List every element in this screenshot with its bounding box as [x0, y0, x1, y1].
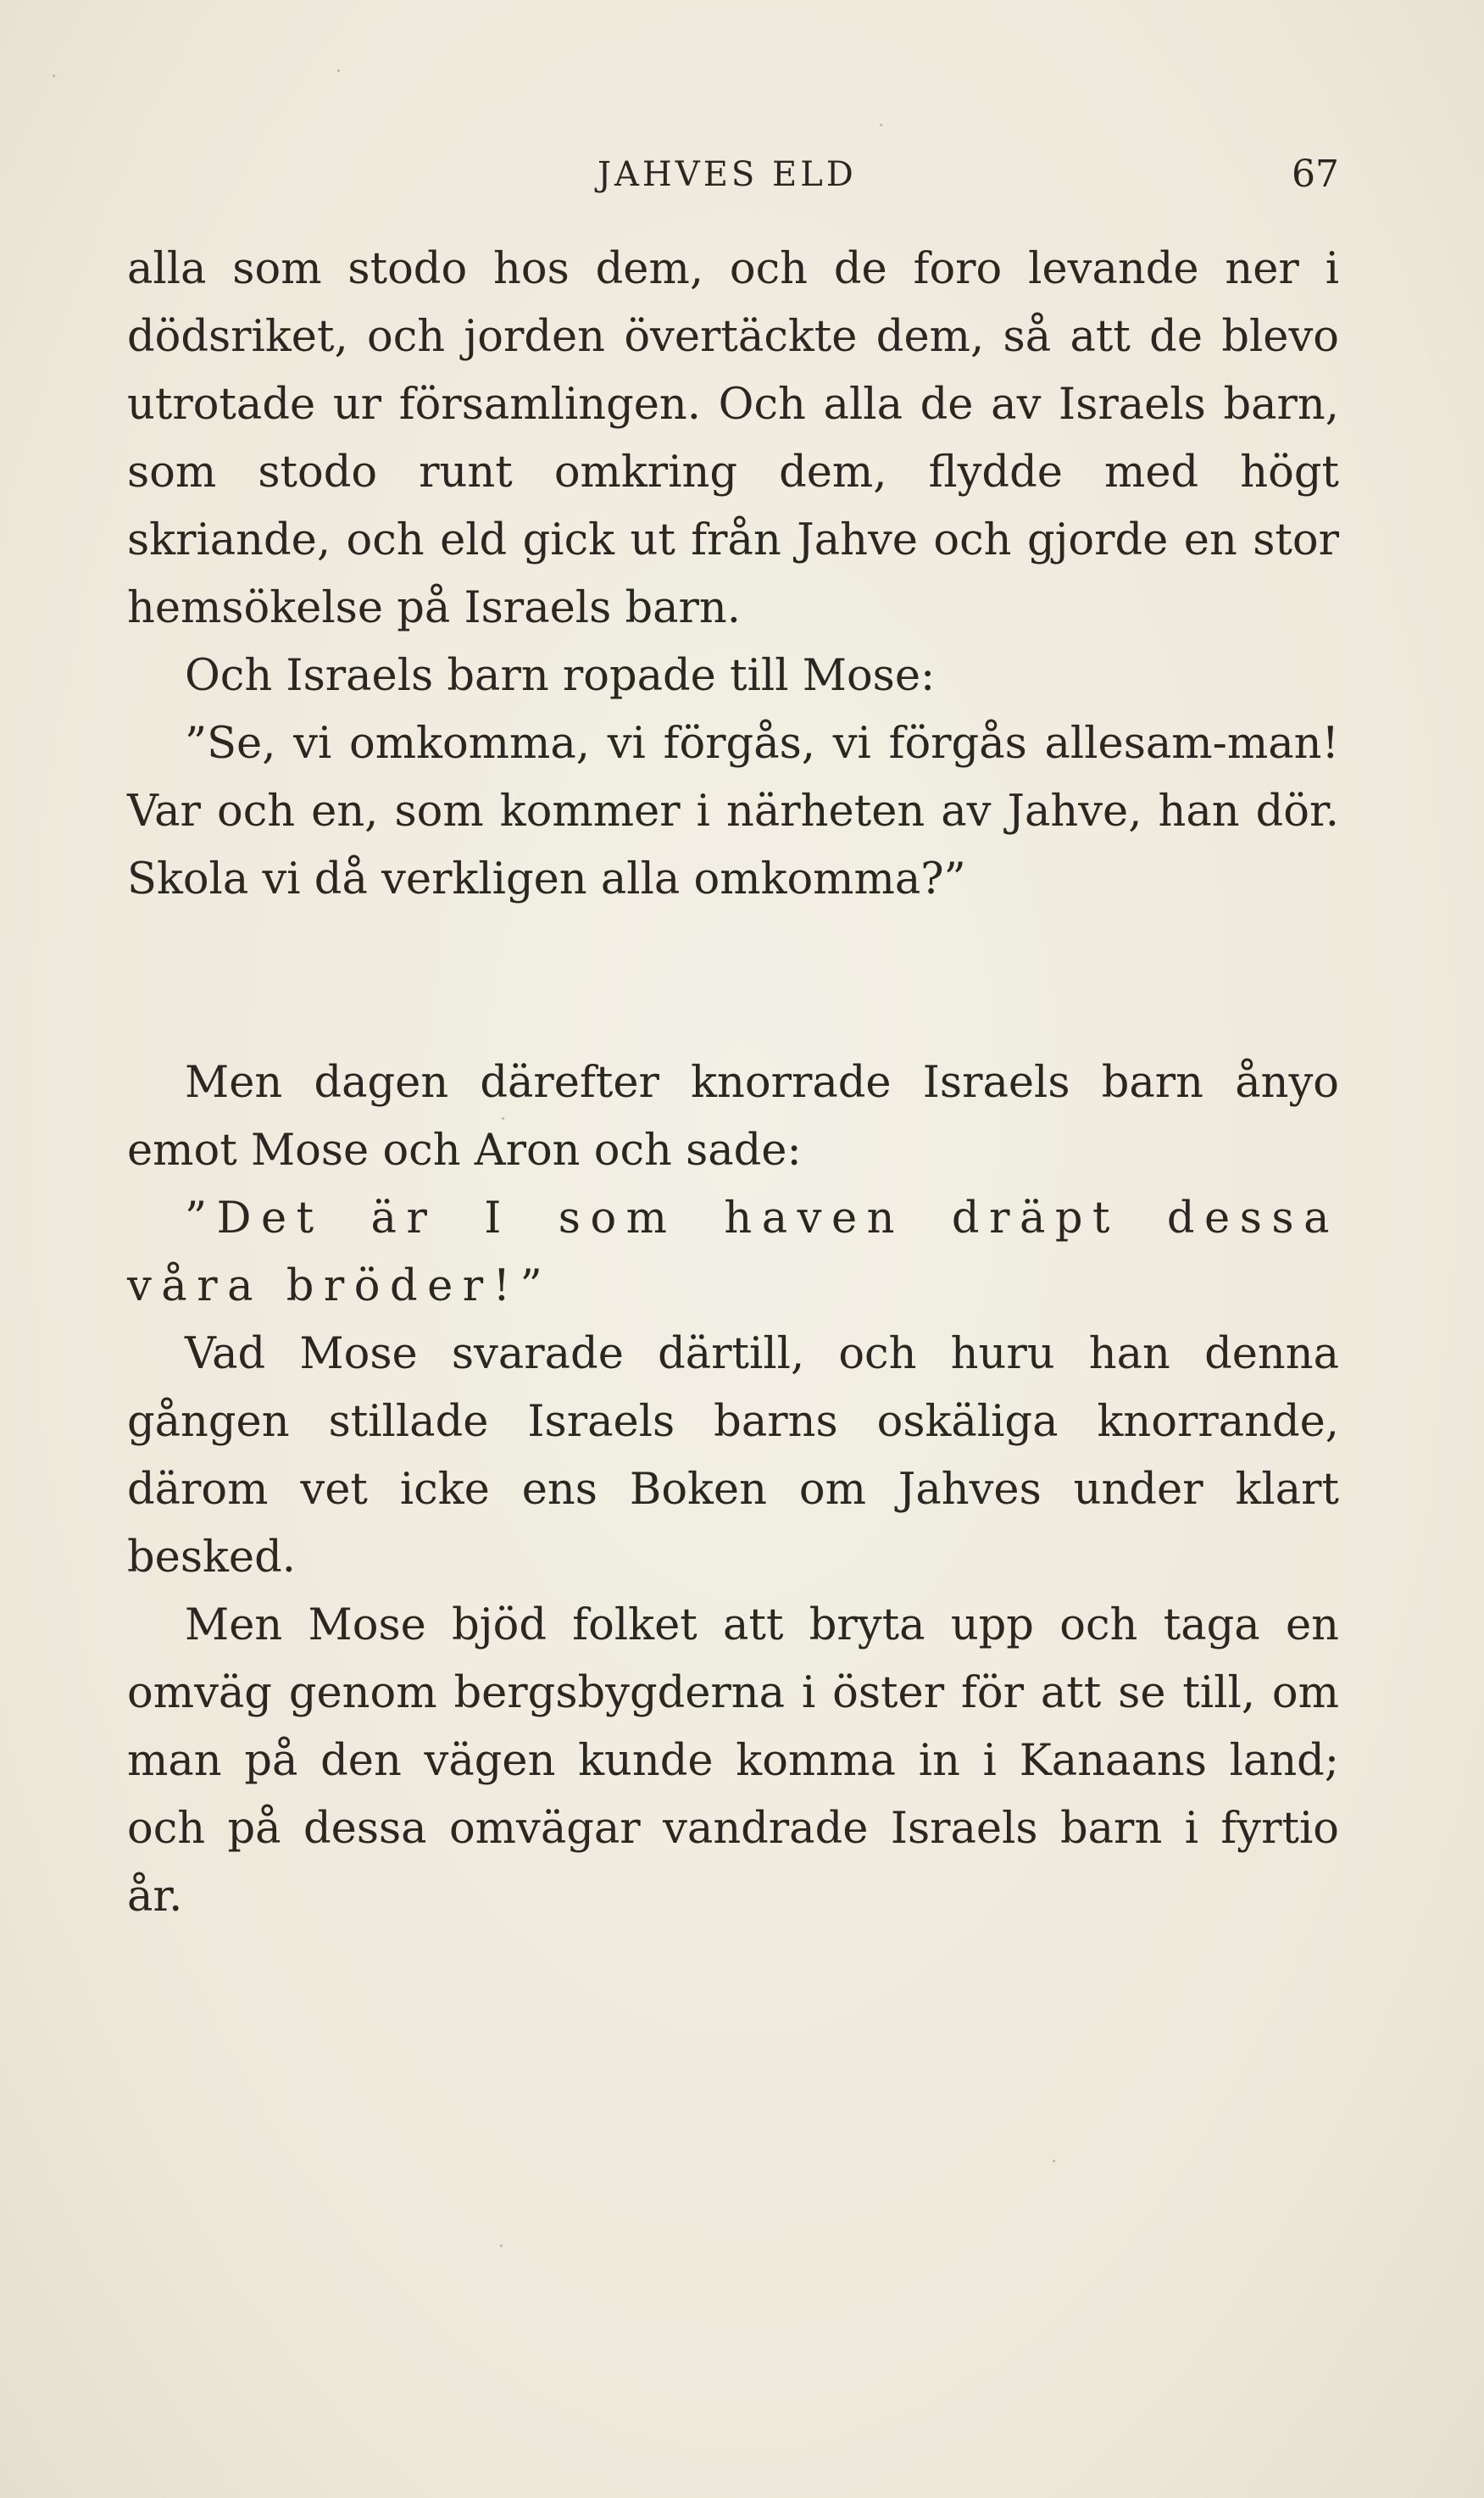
- emphasized-quote: ”Det är I som haven dräpt dessa våra bröder!”: [127, 1193, 1339, 1311]
- page-header: [127, 151, 1339, 202]
- paragraph: Men dagen därefter knorrade Israels barn ånyo emot Mose och Aron och sade:: [127, 1058, 1339, 1176]
- paragraph: Men Mose bjöd folket att bryta upp och taga en omväg genom bergsbygderna i öster för att se till, om man på den vägen kunde komma in i Kanaans land; och på dessa omvägar vandrade Israels barn i fyrtio år.: [127, 1600, 1339, 1922]
- paper-speck: [500, 2245, 503, 2247]
- paragraph: Och Israels barn ropade till Mose:: [185, 651, 936, 701]
- paper-speck: [53, 75, 55, 77]
- paragraph: ”Se, vi omkomma, vi förgås, vi förgås allesam-man! Var och en, som kommer i närheten av Jahve, han dör. Skola vi då verkligen alla omkomma?”: [127, 719, 1339, 904]
- paper-speck: [880, 124, 882, 126]
- page-number: 67: [1292, 153, 1339, 196]
- section-break: [127, 914, 1339, 1049]
- paper-speck: [337, 70, 340, 72]
- running-head: JAHVES ELD: [597, 155, 857, 194]
- paragraph: Vad Mose svarade därtill, och huru han denna gången stillade Israels barns oskäliga knorrande, därom vet icke ens Boken om Jahves under klart besked.: [127, 1329, 1339, 1583]
- paper-speck: [1053, 2160, 1055, 2162]
- body-text: [127, 236, 1339, 1931]
- paragraph: alla som stodo hos dem, och de foro levande ner i dödsriket, och jorden övertäckte dem, så att de blevo utrotade ur församlingen. Och alla de av Israels barn, som stodo runt omkring dem, flydde med högt skriande, och eld gick ut från Jahve och gjorde en stor hemsökelse på Israels barn.: [127, 244, 1339, 633]
